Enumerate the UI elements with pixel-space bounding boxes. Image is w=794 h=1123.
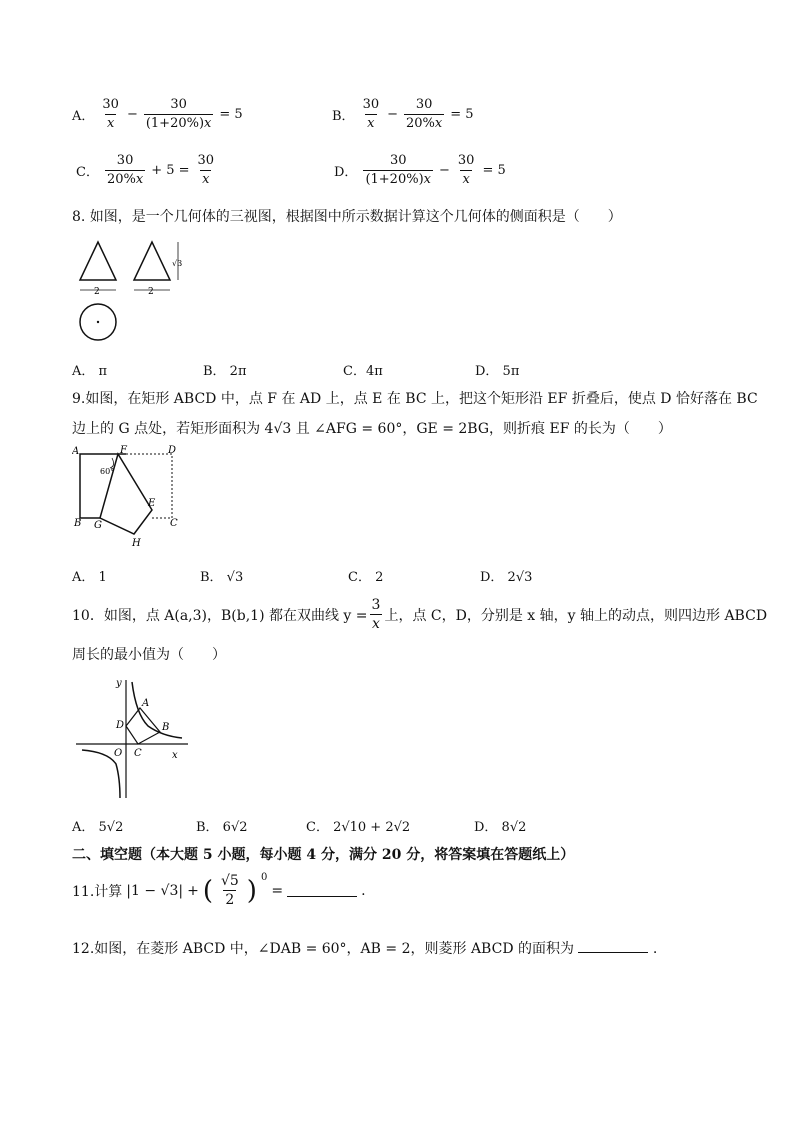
center-dot [97, 321, 99, 323]
label-g: G [94, 520, 102, 531]
fraction: $\frac{√5}{2}$ [220, 873, 239, 908]
q7-option-a: A． $\frac{30}{x}$ − $\frac{30}{(1+20\%)x}$ = 5 [72, 97, 243, 131]
width-label: 2 [94, 287, 100, 297]
side-view-triangle [134, 242, 170, 280]
front-view-triangle [80, 242, 116, 280]
q8-option-d: D． 5π [475, 364, 520, 379]
label-d: D [116, 720, 125, 731]
q9-option-b: B． √3 [200, 570, 244, 585]
label-y: y [116, 678, 122, 689]
label-o: O [114, 748, 123, 759]
q9-option-d: D． 2√3 [480, 570, 533, 585]
hyperbola-branch-q1 [132, 682, 182, 738]
q9-fold-figure [72, 444, 184, 554]
height-label: √3 [172, 259, 183, 268]
q7-option-d: D． $\frac{30}{(1+20\%)x}$ − $\frac{30}{x}$ = 5 [334, 153, 506, 187]
q10-option-c: C． 2√10 + 2√2 [306, 820, 411, 835]
label-d: D [168, 445, 177, 456]
section-title: 二、填空题（本大题 5 小题，每小题 4 分，满分 20 分，将答案填在答题纸上） [72, 847, 575, 863]
left-paren: ( [202, 875, 213, 906]
answer-blank[interactable] [578, 940, 648, 953]
fraction: $\frac{3}{x}$ [371, 597, 381, 632]
fraction: $\frac{30}{x}$ [457, 153, 475, 187]
fraction: $\frac{30}{20\%x}$ [406, 97, 443, 131]
q9-option-a: A． 1 [72, 570, 107, 585]
q9-option-c: C． 2 [348, 570, 384, 585]
fraction: $\frac{30}{x}$ [102, 97, 119, 131]
q11: 11.计算 |1 − √3| + ( $\frac{√5}{2}$ ) $^0$ = . [72, 872, 366, 908]
label-c: C [134, 748, 142, 759]
q8-three-view-figure [72, 238, 202, 350]
folded-quadrilateral [100, 454, 152, 534]
q8-stem: 8. 如图，是一个几何体的三视图，根据图中所示数据计算这个几何体的侧面积是（ ） [72, 209, 622, 225]
q9-stem-line2: 边上的 G 点处，若矩形面积为 4√3 且 ∠AFG = 60°，GE = 2BG，则折痕 EF 的长为（ ） [72, 421, 672, 437]
q10-option-b: B． 6√2 [196, 820, 248, 835]
label-b: B [162, 722, 170, 733]
label-a: A [72, 446, 80, 457]
fraction: $\frac{30}{x}$ [362, 97, 380, 131]
q7-option-c: C． $\frac{30}{20\%x}$ + 5 = $\frac{30}{x}$ [76, 153, 215, 187]
q10-option-d: D． 8√2 [474, 820, 527, 835]
label-f: F [120, 445, 127, 456]
fraction: $\frac{30}{x}$ [197, 153, 215, 187]
label-h: H [132, 538, 141, 549]
q8-option-a: A． π [72, 364, 108, 379]
label-x: x [172, 750, 178, 761]
quadrilateral-abcd [126, 708, 160, 744]
q7-option-b: B． $\frac{30}{x}$ − $\frac{30}{20\%x}$ = 5 [332, 97, 474, 131]
fraction: $\frac{30}{20\%x}$ [106, 153, 144, 187]
label-angle: 60° [100, 467, 115, 476]
label-c: C [170, 518, 178, 529]
label-a: A [142, 698, 150, 709]
label-e: E [148, 498, 156, 509]
fraction: $\frac{30}{(1+20\%)x}$ [365, 153, 431, 187]
right-paren: ) [246, 875, 257, 906]
q8-option-b: B． 2π [203, 364, 247, 379]
q9-stem-line1: 9.如图，在矩形 ABCD 中，点 F 在 AD 上，点 E 在 BC 上，把这个矩形沿 EF 折叠后，使点 D 恰好落在 BC [72, 391, 758, 407]
label-b: B [74, 518, 82, 529]
width-label: 2 [148, 287, 154, 297]
q10-hyperbola-figure [72, 674, 192, 802]
q12: 12.如图，在菱形 ABCD 中，∠DAB = 60°，AB = 2，则菱形 ABCD 的面积为 . [72, 941, 658, 957]
q10-option-a: A． 5√2 [72, 820, 124, 835]
fraction: $\frac{30}{(1+20\%)x}$ [145, 97, 212, 131]
q10-stem-line1: 10．如图，点 A(a,3)，B(b,1) 都在双曲线 y = $\frac{3}{x}$ 上，点 C，D，分别是 x 轴，y 轴上的动点，则四边形 ABCD [72, 597, 768, 632]
answer-blank[interactable] [287, 884, 357, 897]
q10-stem-line2: 周长的最小值为（ ） [72, 647, 226, 663]
q8-option-c: C．4π [343, 364, 383, 379]
rectangle-edge [80, 454, 118, 518]
